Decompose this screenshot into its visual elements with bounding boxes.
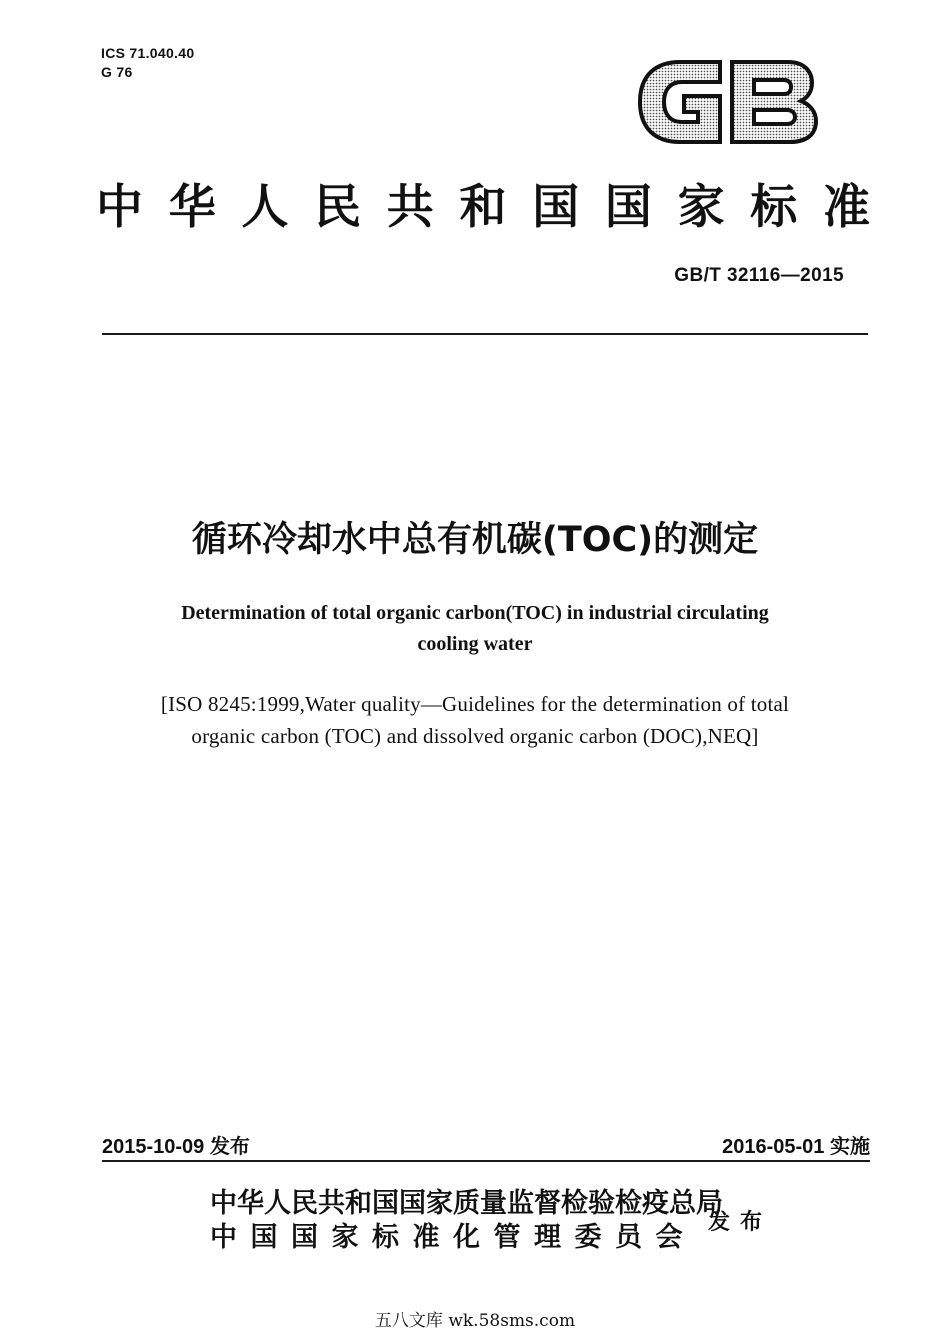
iso-reference-line-2: organic carbon (TOC) and dissolved organic carbon (DOC),NEQ] [191,724,759,748]
publish-label: 发布 [708,1210,773,1235]
english-title-line-2: cooling water [417,633,533,655]
iso-reference-line-1: [ISO 8245:1999,Water quality—Guidelines for the determination of total [160,692,790,716]
english-title-line-1: Determination of total organic carbon(TOC) in industrial circulating [181,602,769,624]
english-title [0,598,950,660]
watermark-footer: 五八文库 wk.58sms.com [374,1311,576,1331]
chinese-title: 循环冷却水中总有机碳(TOC)的测定 [191,520,759,560]
header-divider [102,333,868,335]
logo-text: GB [628,55,630,56]
issuer-aqsiq: 中华人民共和国国家质量监督检验检疫总局 [210,1188,723,1219]
footer-divider [102,1160,870,1162]
gb-logo [628,55,822,149]
ccs-code: G 76 [101,64,133,80]
issuer-sac: 中国国家标准化管理委员会 [210,1222,696,1253]
iso-reference [0,688,950,752]
issue-date: 2015-10-09 发布 [102,1136,250,1158]
ics-classification [101,44,194,82]
national-standard-title: 中华人民共和国国家标准 [96,180,876,235]
ics-code: ICS 71.040.40 [101,45,195,61]
issuing-authorities [210,1187,723,1255]
implementation-date: 2016-05-01 实施 [722,1136,870,1158]
standard-number: GB/T 32116—2015 [674,265,844,286]
